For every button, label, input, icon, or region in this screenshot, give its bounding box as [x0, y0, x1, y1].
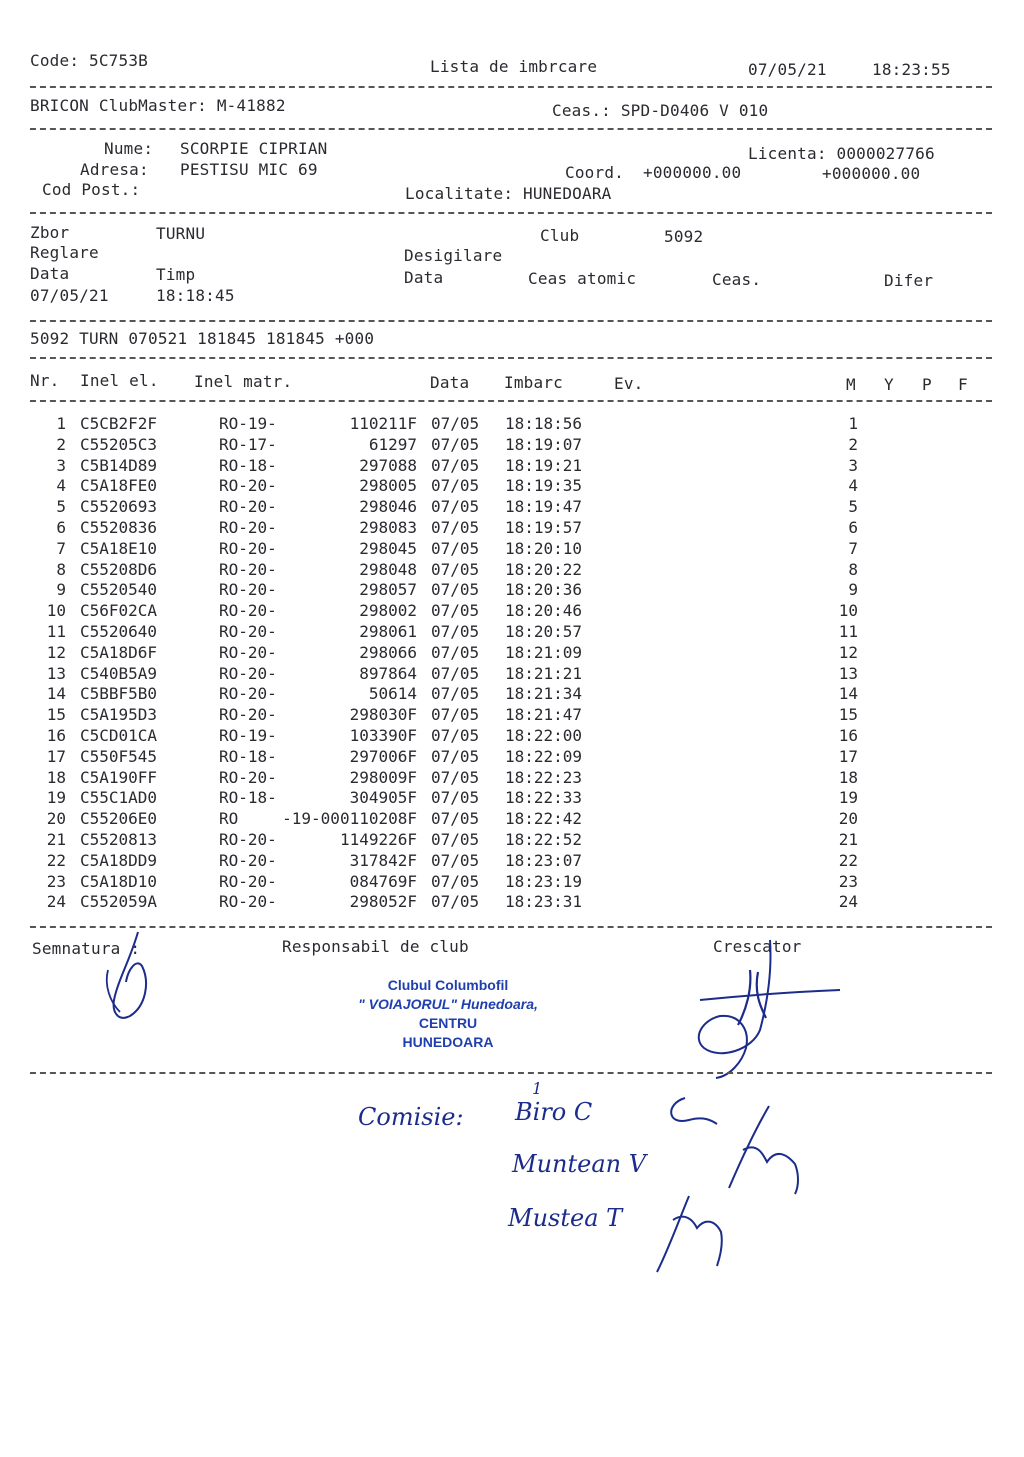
table-row: [0, 601, 1024, 621]
timp-label: Timp: [156, 265, 196, 284]
electronic-ring: C5A18E10: [80, 538, 158, 558]
col-inel-matr: Inel matr.: [194, 372, 293, 391]
ring-number: 298009F: [349, 767, 417, 787]
basket-date: 07/05: [431, 455, 480, 475]
basket-date: 07/05: [431, 726, 480, 745]
basket-time: 18:18:56: [505, 414, 583, 433]
basket-time: 18:23:07: [505, 850, 583, 870]
basket-time: 18:21:47: [505, 705, 583, 725]
ring-prefix: RO-18-: [219, 746, 277, 766]
basket-time: 18:22:00: [505, 726, 583, 745]
position-m: 10: [838, 601, 858, 621]
position-m: 3: [848, 455, 858, 475]
row-number: 12: [46, 642, 66, 662]
basket-time: 18:19:57: [505, 518, 583, 537]
signature-breeder: [680, 930, 860, 1080]
print-time: 18:23:55: [872, 60, 951, 79]
handwritten-mark: 1: [532, 1079, 543, 1098]
ceas-atomic-label: Ceas atomic: [528, 269, 637, 288]
position-m: 14: [838, 684, 858, 704]
position-m: 12: [838, 642, 858, 662]
table-row: [0, 830, 1024, 850]
row-number: 3: [56, 455, 66, 475]
electronic-ring: C5520640: [80, 622, 158, 641]
position-m: 11: [838, 622, 858, 641]
separator: [30, 86, 992, 88]
table-row: [0, 892, 1024, 912]
separator: [30, 926, 992, 928]
position-m: 9: [848, 580, 858, 600]
position-m: 16: [838, 726, 858, 745]
row-number: 14: [46, 684, 66, 704]
ring-prefix: RO-20-: [219, 684, 277, 704]
table-row: [0, 414, 1024, 434]
club-label: Club: [540, 226, 580, 245]
basket-date: 07/05: [431, 767, 480, 787]
ring-prefix: RO-18-: [219, 788, 277, 808]
ring-prefix: RO-20-: [219, 705, 277, 725]
position-m: 5: [848, 497, 858, 517]
ring-prefix: RO-19-: [219, 726, 277, 745]
row-number: 20: [46, 809, 66, 829]
position-m: 7: [848, 538, 858, 558]
basket-time: 18:21:09: [505, 642, 583, 662]
basket-date: 07/05: [431, 892, 480, 912]
ring-number: 897864: [359, 663, 417, 683]
electronic-ring: C5A18DD9: [80, 850, 158, 870]
table-row: [0, 809, 1024, 829]
ring-number: 298030F: [349, 705, 417, 725]
basket-date: 07/05: [431, 684, 480, 704]
basket-time: 18:21:21: [505, 663, 583, 683]
signature-label: Semnatura :: [32, 939, 141, 958]
ring-prefix: RO-18-: [219, 455, 277, 475]
row-number: 9: [56, 580, 66, 600]
basket-date: 07/05: [431, 622, 480, 641]
basket-date: 07/05: [431, 705, 480, 725]
signature-commission: [645, 1090, 825, 1280]
stamp-line-3: CENTRU: [418, 1015, 478, 1031]
table-row: [0, 643, 1024, 663]
table-row: [0, 872, 1024, 892]
reglare-label: Reglare: [30, 243, 99, 262]
electronic-ring: C5A18D6F: [80, 642, 158, 662]
position-m: 6: [848, 518, 858, 537]
table-row: [0, 747, 1024, 767]
basket-date: 07/05: [431, 601, 480, 621]
ring-prefix: RO-19-: [219, 414, 277, 433]
data-label-2: Data: [404, 268, 444, 287]
electronic-ring: C5520693: [80, 497, 158, 517]
row-number: 11: [46, 622, 66, 641]
basket-date: 07/05: [431, 663, 480, 683]
separator: [30, 212, 992, 214]
coord-1: +000000.00: [643, 163, 742, 182]
breeder-label: Crescator: [713, 937, 802, 956]
table-row: [0, 705, 1024, 725]
ring-number: 298066: [359, 642, 417, 662]
basket-date: 07/05: [431, 559, 480, 579]
electronic-ring: C5CB2F2F: [80, 414, 158, 433]
ring-number: 298045: [359, 538, 417, 558]
basket-time: 18:20:57: [505, 622, 583, 641]
ceas-label: Ceas.: [712, 270, 762, 289]
row-number: 17: [46, 746, 66, 766]
position-m: 24: [838, 892, 858, 912]
table-row: [0, 664, 1024, 684]
row-number: 6: [56, 518, 66, 537]
position-m: 20: [838, 809, 858, 829]
position-m: 2: [848, 434, 858, 454]
row-number: 15: [46, 705, 66, 725]
ring-number: 084769F: [349, 871, 417, 891]
table-row: [0, 726, 1024, 746]
col-data: Data: [430, 373, 470, 392]
electronic-ring: C5A18D10: [80, 871, 158, 891]
row-number: 2: [56, 434, 66, 454]
ring-number: 50614: [368, 684, 417, 704]
basket-time: 18:20:22: [505, 559, 583, 579]
ring-number: 304905F: [349, 788, 417, 808]
ring-number: 297006F: [349, 746, 417, 766]
basket-date: 07/05: [431, 580, 480, 600]
basket-date: 07/05: [431, 809, 480, 829]
row-number: 19: [46, 788, 66, 808]
basket-time: 18:19:47: [505, 497, 583, 517]
ring-number: 1149226F: [339, 830, 417, 849]
col-f: F: [958, 375, 968, 394]
col-p: P: [922, 375, 932, 394]
commission-label: Comisie:: [358, 1103, 464, 1131]
separator: [30, 320, 992, 322]
ring-prefix: RO-20-: [219, 538, 277, 558]
commission-member-1: Biro C: [515, 1098, 593, 1126]
position-m: 17: [838, 746, 858, 766]
basket-time: 18:22:33: [505, 788, 583, 808]
ring-prefix: RO-20-: [219, 497, 277, 517]
row-number: 21: [46, 830, 66, 849]
electronic-ring: C5520813: [80, 830, 158, 849]
basket-date: 07/05: [431, 850, 480, 870]
position-m: 21: [838, 830, 858, 849]
ring-prefix: RO: [219, 809, 239, 829]
zbor-value: TURNU: [156, 224, 206, 243]
electronic-ring: C5B14D89: [80, 455, 158, 475]
ring-number: 297088: [359, 455, 417, 475]
basket-time: 18:20:46: [505, 601, 583, 621]
row-number: 22: [46, 850, 66, 870]
table-row: [0, 456, 1024, 476]
ring-prefix: RO-20-: [219, 830, 277, 849]
ring-prefix: RO-20-: [219, 622, 277, 641]
document-title: Lista de imbrcare: [430, 57, 598, 76]
separator: [30, 357, 992, 359]
basket-date: 07/05: [431, 538, 480, 558]
ring-number: 298002: [359, 601, 417, 621]
basket-date: 07/05: [431, 476, 480, 496]
electronic-ring: C55205C3: [80, 434, 158, 454]
basket-date: 07/05: [431, 434, 480, 454]
row-number: 5: [56, 497, 66, 517]
basket-time: 18:21:34: [505, 684, 583, 704]
basket-time: 18:22:23: [505, 767, 583, 787]
col-imbarc: Imbarc: [504, 373, 563, 392]
table-row: [0, 788, 1024, 808]
electronic-ring: C55206E0: [80, 809, 158, 829]
col-m: M: [846, 375, 856, 394]
club-master: BRICON ClubMaster: M-41882: [30, 96, 286, 115]
name-label: Nume:: [104, 139, 154, 158]
row-number: 18: [46, 767, 66, 787]
electronic-ring: C55C1AD0: [80, 788, 158, 808]
basket-time: 18:19:35: [505, 476, 583, 496]
electronic-ring: C5CD01CA: [80, 726, 158, 745]
ring-prefix: RO-20-: [219, 518, 277, 537]
col-nr: Nr.: [30, 371, 60, 390]
code-label: Code: 5C753B: [30, 51, 148, 70]
separator: [30, 1072, 992, 1074]
col-ev: Ev.: [614, 374, 644, 393]
electronic-ring: C55208D6: [80, 559, 158, 579]
basket-time: 18:20:36: [505, 580, 583, 600]
basket-time: 18:22:42: [505, 809, 583, 829]
basket-time: 18:23:19: [505, 871, 583, 891]
basket-time: 18:23:31: [505, 892, 583, 912]
row-number: 24: [46, 892, 66, 912]
coord-label: Coord.: [565, 163, 624, 182]
clock-id: Ceas.: SPD-D0406 V 010: [552, 101, 769, 120]
table-row: [0, 768, 1024, 788]
table-row: [0, 560, 1024, 580]
table-row: [0, 435, 1024, 455]
ring-prefix: RO-20-: [219, 559, 277, 579]
basket-time: 18:19:21: [505, 455, 583, 475]
ring-number: 317842F: [349, 850, 417, 870]
basket-time: 18:19:07: [505, 434, 583, 454]
ring-number: 298046: [359, 497, 417, 517]
position-m: 13: [838, 663, 858, 683]
electronic-ring: C550F545: [80, 746, 158, 766]
commission-member-3: Mustea T: [508, 1204, 623, 1232]
basket-date: 07/05: [431, 518, 480, 537]
basket-date: 07/05: [431, 497, 480, 517]
difer-label: Difer: [884, 271, 934, 290]
row-number: 1: [56, 414, 66, 433]
separator: [30, 400, 992, 402]
table-row: [0, 851, 1024, 871]
row-number: 7: [56, 538, 66, 558]
ring-prefix: RO-20-: [219, 767, 277, 787]
electronic-ring: C5520836: [80, 518, 158, 537]
basket-time: 18:20:10: [505, 538, 583, 558]
stamp-line-2: " VOIAJORUL" Hunedoara,: [358, 996, 538, 1012]
reglare-time: 18:18:45: [156, 286, 235, 305]
ring-number: 298057: [359, 580, 417, 600]
club-responsible-label: Responsabil de club: [282, 937, 469, 956]
ring-number: 298061: [359, 622, 417, 641]
owner-name: SCORPIE CIPRIAN: [180, 139, 328, 158]
position-m: 23: [838, 871, 858, 891]
col-y: Y: [884, 375, 894, 394]
ring-number: 298048: [359, 559, 417, 579]
ring-number: 298052F: [349, 892, 417, 912]
locality: Localitate: HUNEDOARA: [405, 184, 612, 203]
row-number: 4: [56, 476, 66, 496]
stamp-line-4: HUNEDOARA: [402, 1034, 494, 1050]
row-number: 10: [46, 601, 66, 621]
basket-time: 18:22:09: [505, 746, 583, 766]
club-value: 5092: [664, 227, 704, 246]
position-m: 22: [838, 850, 858, 870]
ring-number: 103390F: [349, 726, 417, 745]
postcode-label: Cod Post.:: [42, 180, 141, 199]
license: Licenta: 0000027766: [748, 144, 935, 163]
print-date: 07/05/21: [748, 60, 827, 79]
row-number: 16: [46, 726, 66, 745]
row-number: 8: [56, 559, 66, 579]
ring-prefix: RO-20-: [219, 871, 277, 891]
basket-date: 07/05: [431, 788, 480, 808]
electronic-ring: C5A195D3: [80, 705, 158, 725]
ring-prefix: RO-20-: [219, 663, 277, 683]
ring-number: 298083: [359, 518, 417, 537]
table-row: [0, 518, 1024, 538]
ring-prefix: RO-17-: [219, 434, 277, 454]
ring-number: 110211F: [349, 414, 417, 433]
col-inel-el: Inel el.: [80, 371, 159, 390]
row-number: 23: [46, 871, 66, 891]
table-row: [0, 684, 1024, 704]
reglare-date: 07/05/21: [30, 286, 109, 305]
table-row: [0, 497, 1024, 517]
position-m: 4: [848, 476, 858, 496]
electronic-ring: C540B5A9: [80, 663, 158, 683]
electronic-ring: C5A190FF: [80, 767, 158, 787]
data-label: Data: [30, 264, 70, 283]
ring-prefix: RO-20-: [219, 580, 277, 600]
ring-prefix: RO-20-: [219, 601, 277, 621]
ring-number: 61297: [368, 434, 417, 454]
position-m: 18: [838, 767, 858, 787]
flight-summary: 5092 TURN 070521 181845 181845 +000: [30, 329, 375, 348]
zbor-label: Zbor: [30, 223, 70, 242]
basket-date: 07/05: [431, 414, 480, 433]
position-m: 15: [838, 705, 858, 725]
basket-date: 07/05: [431, 830, 480, 849]
basket-date: 07/05: [431, 746, 480, 766]
basket-date: 07/05: [431, 871, 480, 891]
electronic-ring: C5BBF5B0: [80, 684, 158, 704]
signature-scribble-left: [90, 930, 180, 1030]
desigilare-label: Desigilare: [404, 246, 503, 265]
electronic-ring: C552059A: [80, 892, 158, 912]
ring-prefix: RO-20-: [219, 642, 277, 662]
ring-prefix: RO-20-: [219, 476, 277, 496]
table-row: [0, 476, 1024, 496]
ring-number: 298005: [359, 476, 417, 496]
position-m: 8: [848, 559, 858, 579]
table-row: [0, 539, 1024, 559]
separator: [30, 128, 992, 130]
electronic-ring: C5520540: [80, 580, 158, 600]
club-stamp: [318, 976, 578, 1052]
table-row: [0, 622, 1024, 642]
basket-date: 07/05: [431, 642, 480, 662]
ring-prefix: RO-20-: [219, 892, 277, 912]
coord-2: +000000.00: [822, 164, 921, 183]
ring-number: -19-000110208F: [282, 809, 417, 829]
table-row: [0, 580, 1024, 600]
address-label: Adresa:: [80, 160, 149, 179]
owner-address: PESTISU MIC 69: [180, 160, 318, 179]
basket-time: 18:22:52: [505, 830, 583, 849]
commission-member-2: Muntean V: [512, 1150, 647, 1178]
row-number: 13: [46, 663, 66, 683]
ring-prefix: RO-20-: [219, 850, 277, 870]
electronic-ring: C56F02CA: [80, 601, 158, 621]
electronic-ring: C5A18FE0: [80, 476, 158, 496]
position-m: 1: [848, 414, 858, 433]
stamp-line-1: Clubul Columbofil: [387, 977, 509, 993]
position-m: 19: [838, 788, 858, 808]
